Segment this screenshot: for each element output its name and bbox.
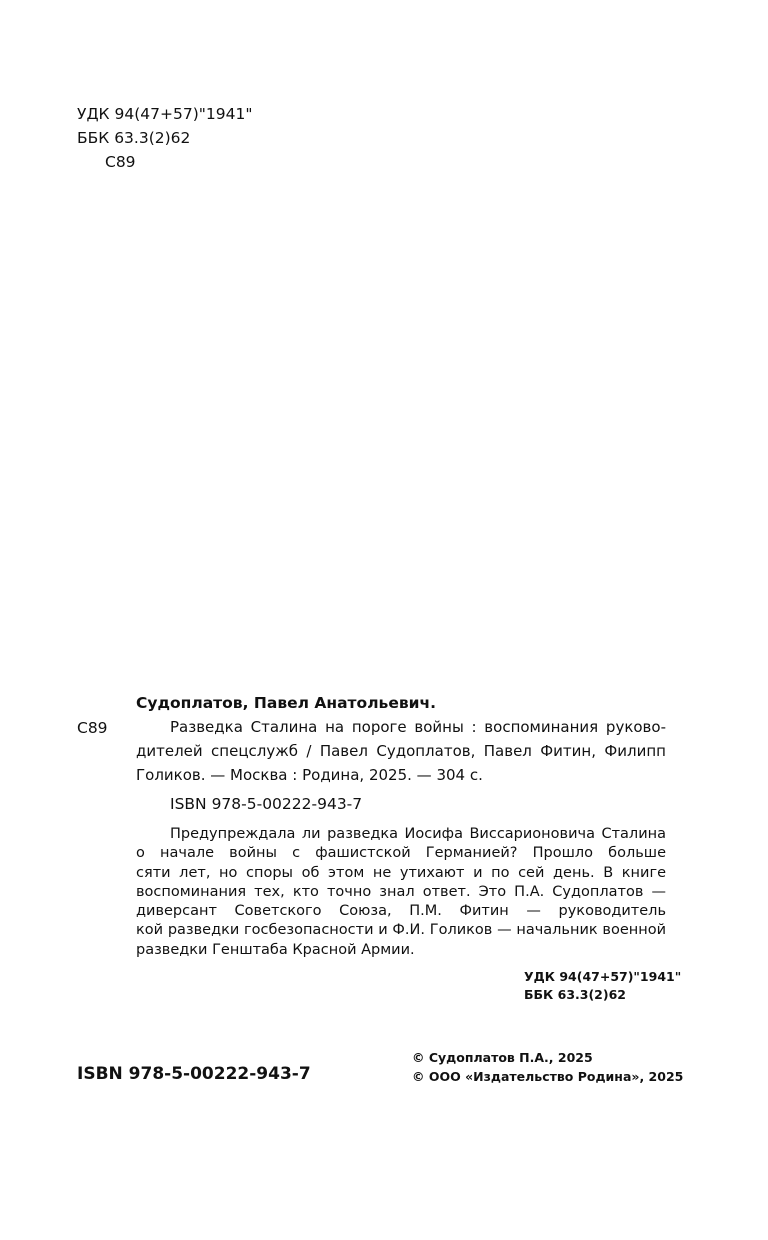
annotation-line: разведки Генштаба Красной Армии. (136, 941, 415, 958)
annotation-line: сяти лет, но споры об этом не утихают и по сей день. В книге (136, 864, 666, 881)
bbk-code-top: ББК 63.3(2)62 (77, 129, 191, 147)
isbn-in-record: ISBN 978-5-00222-943-7 (170, 795, 363, 813)
copyright-author: © Судоплатов П.А., 2025 (412, 1050, 593, 1065)
author-mark-top: С89 (105, 153, 136, 171)
author-heading: Судоплатов, Павел Анатольевич. (136, 694, 437, 712)
udk-code-bottom: УДК 94(47+57)"1941" (524, 969, 682, 984)
isbn-footer: ISBN 978-5-00222-943-7 (77, 1064, 311, 1084)
annotation-line: воспоминания тех, кто точно знал ответ. Это П.А. Судоплатов — (136, 883, 666, 900)
annotation-line: о начале войны с фашистской Германией? Прошло больше (136, 845, 666, 862)
description-line: Голиков. — Москва : Родина, 2025. — 304 с. (136, 766, 483, 784)
udk-code-top: УДК 94(47+57)"1941" (77, 105, 253, 123)
annotation-line: Предупреждала ли разведка Иосифа Виссарионовича Сталина (170, 826, 666, 842)
copyright-publisher: © ООО «Издательство Родина», 2025 (412, 1069, 684, 1084)
author-mark: С89 (77, 719, 108, 737)
bbk-code-bottom: ББК 63.3(2)62 (524, 987, 626, 1002)
description-line: дителей спецслужб / Павел Судоплатов, Павел Фитин, Филипп (136, 742, 666, 760)
annotation-line: кой разведки госбезопасности и Ф.И. Голиков — начальник военной (136, 922, 666, 939)
bibliographic-description (136, 715, 666, 787)
annotation-line: диверсант Советского Союза, П.М. Фитин — руководитель (136, 903, 666, 920)
annotation (136, 825, 666, 960)
description-line: Разведка Сталина на пороге войны : воспоминания руково- (170, 718, 666, 736)
